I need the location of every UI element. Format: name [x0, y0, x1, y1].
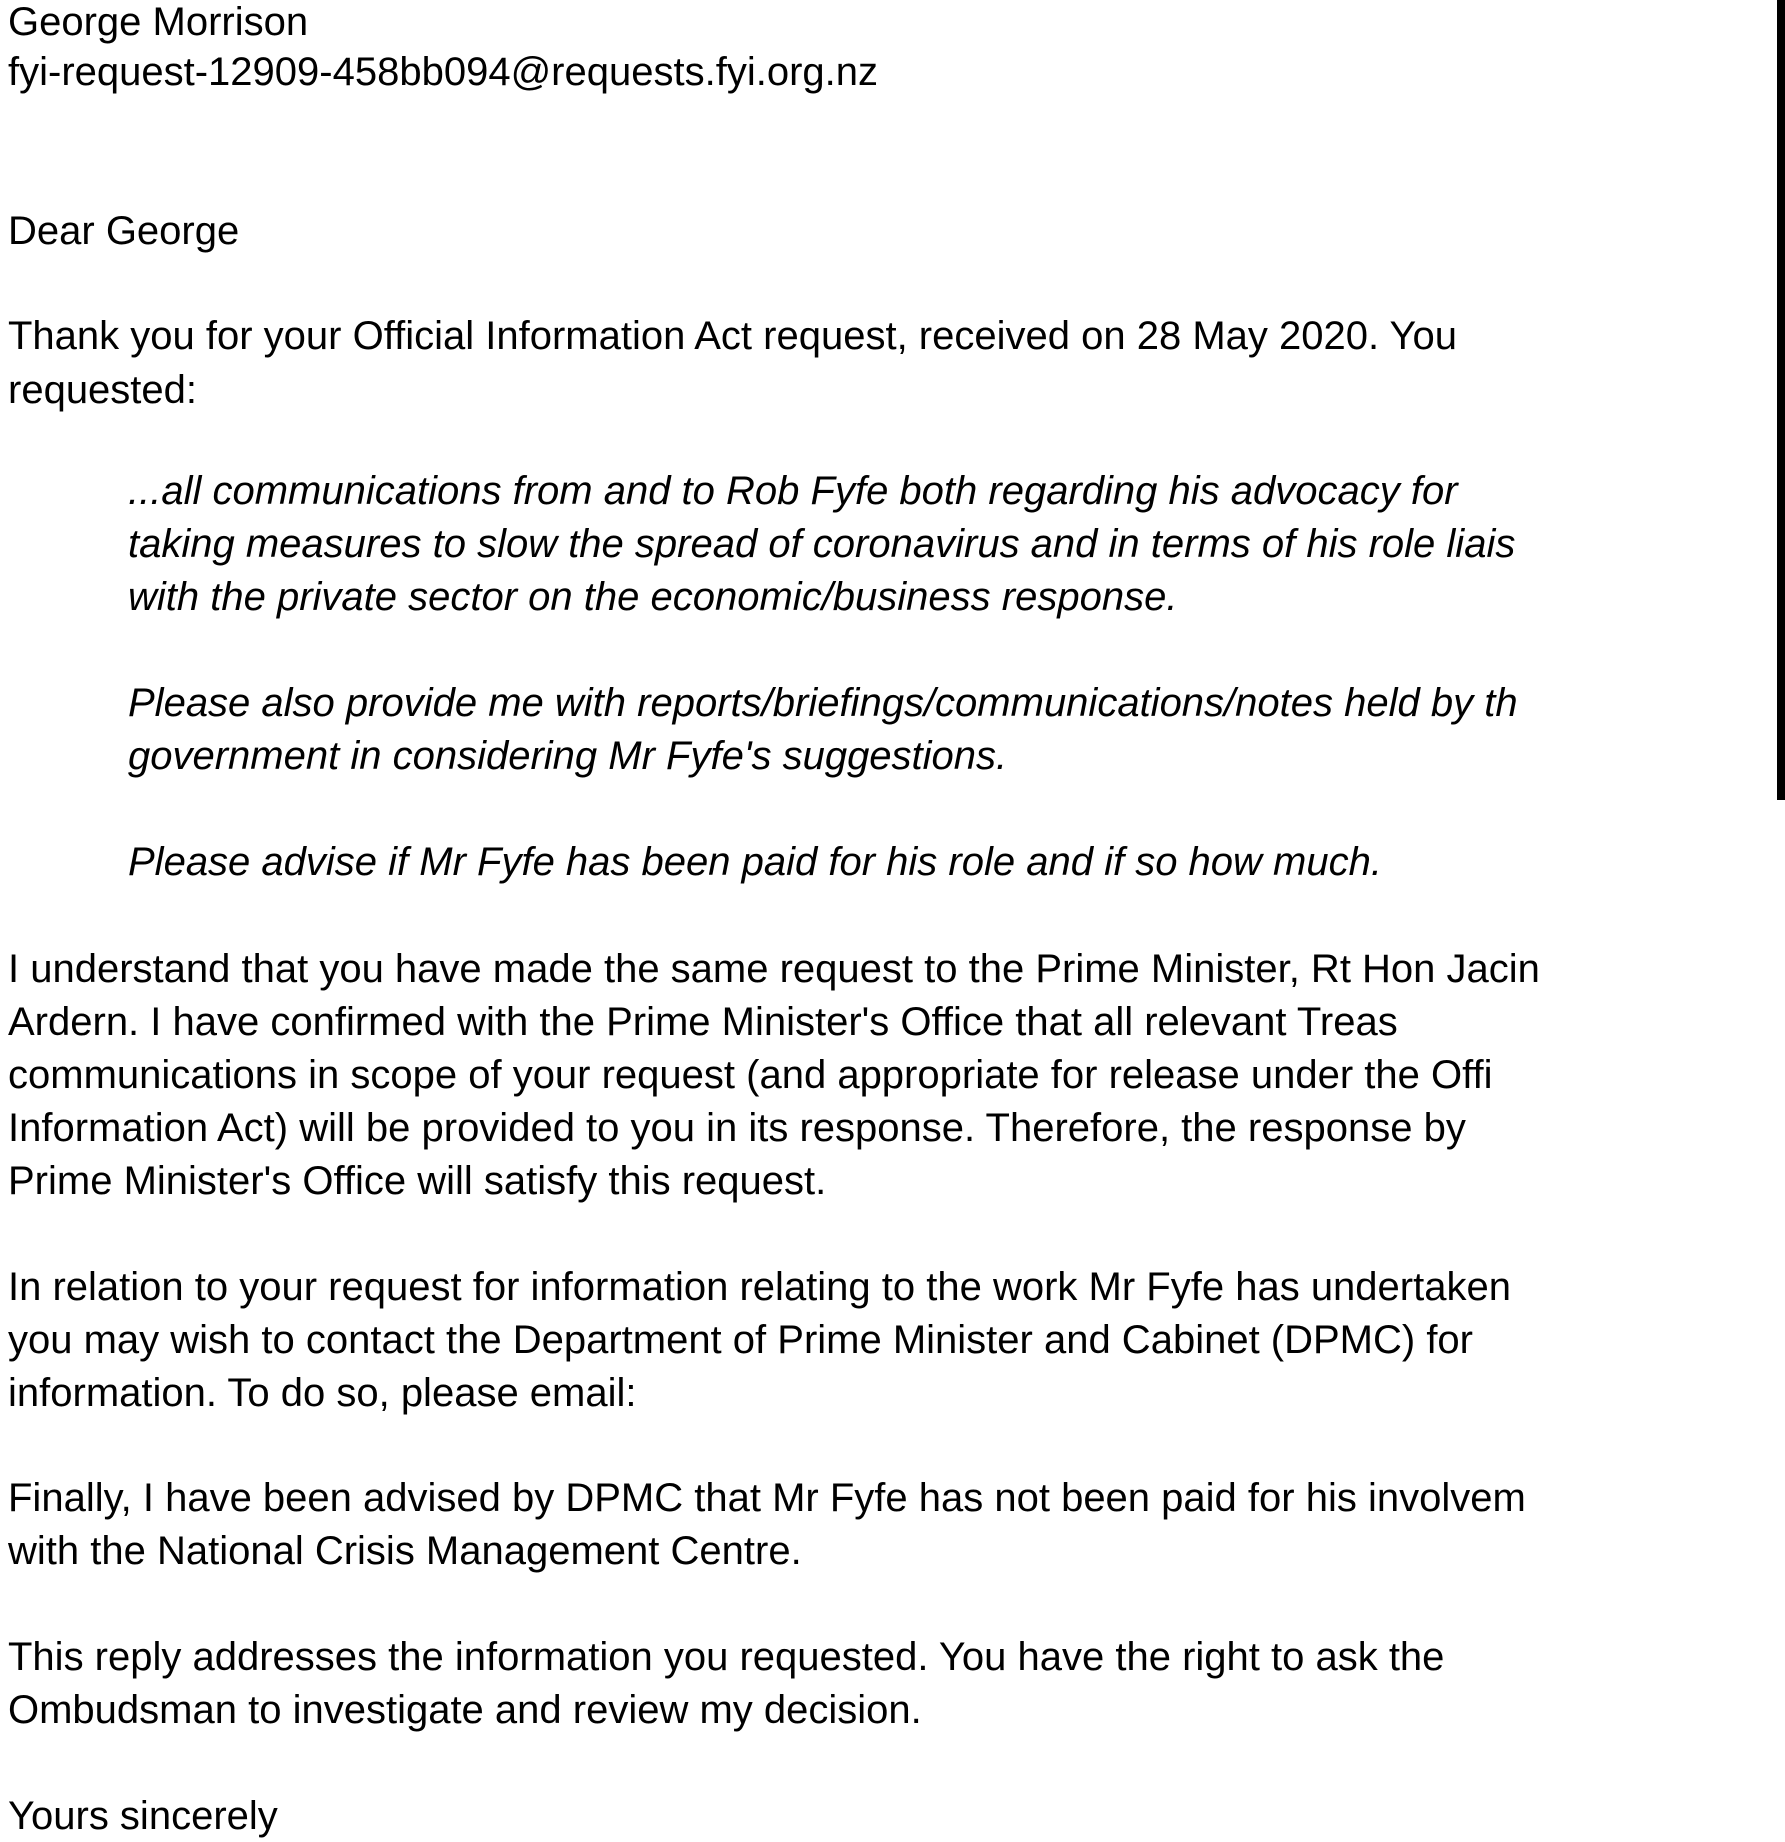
quoted-request-line: ...all communications from and to Rob Fyfe both regarding his advocacy for	[128, 469, 1458, 513]
body-line: I understand that you have made the same request to the Prime Minister, Rt Hon Jacin	[8, 947, 1540, 991]
body-line: Ardern. I have confirmed with the Prime Minister's Office that all relevant Treas	[8, 1000, 1398, 1044]
quoted-request-line: government in considering Mr Fyfe's suggestions.	[128, 734, 1008, 778]
quoted-request-line: with the private sector on the economic/business response.	[128, 575, 1178, 619]
recipient-email: fyi-request-12909-458bb094@requests.fyi.org.nz	[8, 50, 878, 94]
recipient-name: George Morrison	[8, 0, 309, 44]
quoted-request-line: taking measures to slow the spread of coronavirus and in terms of his role liais	[128, 522, 1516, 566]
scan-edge-bar	[1777, 0, 1785, 800]
quoted-request-line: Please advise if Mr Fyfe has been paid for his role and if so how much.	[128, 840, 1382, 884]
body-line: with the National Crisis Management Centre.	[8, 1529, 802, 1573]
quoted-request-line: Please also provide me with reports/briefings/communications/notes held by th	[128, 681, 1518, 725]
salutation: Dear George	[8, 209, 240, 253]
body-line: communications in scope of your request (and appropriate for release under the Offi	[8, 1053, 1493, 1097]
intro-line-1: Thank you for your Official Information Act request, received on 28 May 2020. You	[8, 314, 1457, 358]
body-line: Ombudsman to investigate and review my decision.	[8, 1688, 922, 1732]
body-line: Information Act) will be provided to you in its response. Therefore, the response by	[8, 1106, 1466, 1150]
body-line: In relation to your request for information relating to the work Mr Fyfe has undertaken	[8, 1265, 1511, 1309]
closing: Yours sincerely	[8, 1794, 278, 1838]
body-line: This reply addresses the information you requested. You have the right to ask the	[8, 1635, 1445, 1679]
body-line: information. To do so, please email:	[8, 1371, 637, 1415]
body-line: Prime Minister's Office will satisfy this request.	[8, 1159, 827, 1203]
intro-line-2: requested:	[8, 368, 198, 412]
body-line: you may wish to contact the Department of Prime Minister and Cabinet (DPMC) for	[8, 1318, 1473, 1362]
body-line: Finally, I have been advised by DPMC that Mr Fyfe has not been paid for his involvem	[8, 1476, 1526, 1520]
